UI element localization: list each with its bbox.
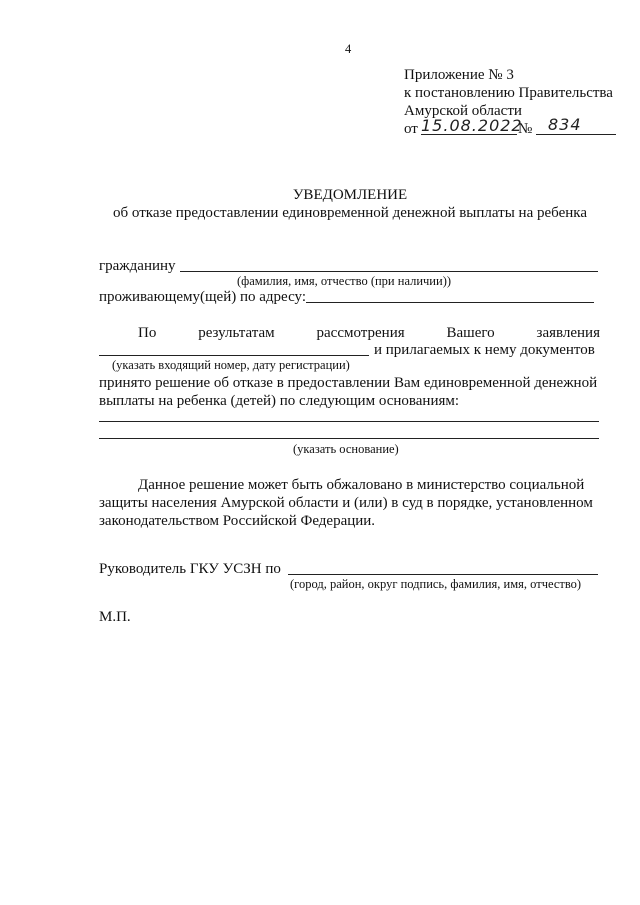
- reason-line-1: [99, 421, 599, 422]
- page-subtitle: об отказе предоставлении единовременной денежной выплаты на ребенка: [113, 205, 587, 221]
- attached-docs: и прилагаемых к нему документов: [374, 342, 595, 358]
- results-line: [138, 324, 600, 342]
- page-title: УВЕДОМЛЕНИЕ: [292, 187, 408, 203]
- appendix-line-2: к постановлению Правительства: [404, 85, 613, 101]
- stamp-label: М.П.: [99, 609, 131, 625]
- citizen-line: [180, 271, 598, 272]
- appendix-number-value: 834: [548, 115, 582, 134]
- address-line: [306, 302, 594, 303]
- appendix-date-value: 15.08.2022: [421, 116, 523, 135]
- results-word-1: По: [138, 325, 157, 341]
- number-underline: [536, 134, 616, 135]
- head-hint: (город, район, округ подпись, фамилия, имя, отчество): [290, 577, 582, 591]
- address-label: проживающему(щей) по адресу:: [99, 289, 306, 305]
- appeal-line-2: защиты населения Амурской области и (или) в суд в порядке, установленном: [99, 495, 593, 511]
- incoming-hint: (указать входящий номер, дату регистрации): [112, 358, 350, 372]
- head-line: [288, 574, 598, 575]
- results-word-3: рассмотрения: [316, 325, 405, 341]
- reason-line-2: [99, 438, 599, 439]
- appeal-line-1: Данное решение может быть обжаловано в министерство социальной: [138, 477, 585, 493]
- citizen-label: гражданину: [99, 258, 176, 274]
- citizen-hint: (фамилия, имя, отчество (при наличии)): [237, 274, 452, 288]
- appeal-line-3: законодательством Российской Федерации.: [99, 513, 376, 529]
- decision-line-1: принято решение об отказе в предоставлении Вам единовременной денежной: [99, 375, 598, 391]
- decision-line-2: выплаты на ребенка (детей) по следующим основаниям:: [99, 393, 460, 409]
- date-underline: [421, 134, 517, 135]
- results-word-2: результатам: [198, 325, 275, 341]
- appendix-number-prefix: №: [518, 121, 533, 137]
- results-word-4: Вашего: [446, 325, 495, 341]
- results-word-5: заявления: [536, 325, 600, 341]
- appendix-line-1: Приложение № 3: [404, 67, 514, 83]
- page-number: 4: [345, 42, 352, 56]
- incoming-line: [99, 355, 369, 356]
- head-label: Руководитель ГКУ УСЗН по: [99, 561, 281, 577]
- appendix-line-3: Амурской области: [404, 103, 522, 119]
- reason-hint: (указать основание): [293, 442, 399, 456]
- appendix-date-prefix: от: [404, 121, 418, 137]
